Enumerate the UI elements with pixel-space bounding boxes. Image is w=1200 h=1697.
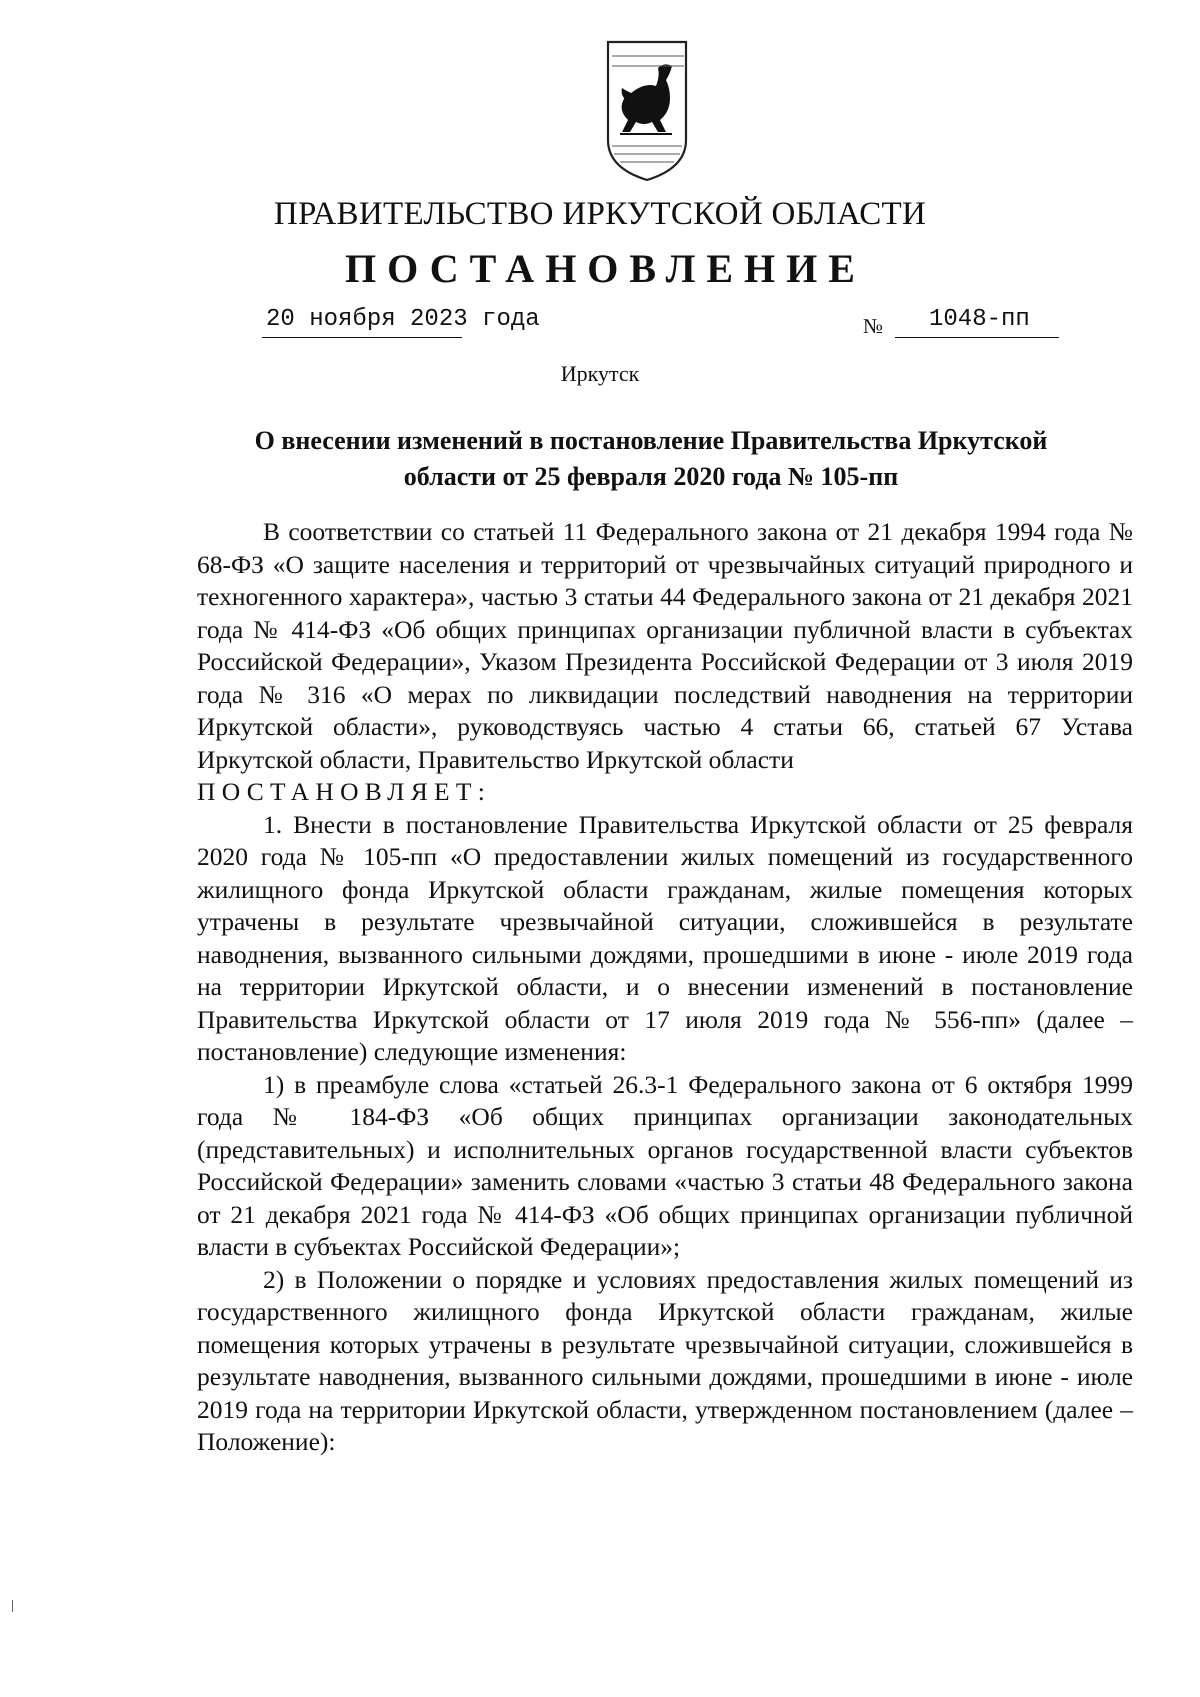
organization-name: ПРАВИТЕЛЬСТВО ИРКУТСКОЙ ОБЛАСТИ: [273, 196, 927, 232]
item-1-1-paragraph: 1) в преамбуле слова «статьей 26.3-1 Федерального закона от 6 октября 1999 года № 184-ФЗ «Об общих принципах организации законодательных (представительных) и исполнительных органов государственной власти субъектов Российской Федерации» заменить словами «частью 3 статьи 48 Федерального закона от 21 декабря 2021 года № 414-ФЗ «Об общих принципах организации публичной власти в субъектах Российской Федерации»;: [197, 1069, 1133, 1261]
document-body: [197, 516, 1133, 1459]
document-number: 1048-пп: [895, 306, 1059, 338]
preamble-paragraph: В соответствии со статьей 11 Федерального закона от 21 декабря 1994 года № 68-ФЗ «О защите населения и территорий от чрезвычайных ситуаций природного и техногенного характера», частью 3 статьи 44 Федерального закона от 21 декабря 2021 года № 414-ФЗ «Об общих принципах организации публичной власти в субъектах Российской Федерации», Указом Президента Российской Федерации от 3 июля 2019 года № 316 «О мерах по ликвидации последствий наводнения на территории Иркутской области», руководствуясь частью 4 статьи 66, статьей 67 Устава Иркутской области, Правительство Иркутской области: [197, 517, 1133, 774]
item-1-2-paragraph: 2) в Положении о порядке и условиях предоставления жилых помещений из государственного жилищного фонда Иркутской области гражданам, жилые помещения которых утрачены в результате чрезвычайной ситуации, сложившейся в результате наводнения, вызванного сильными дождями, прошедшими в июне - июле 2019 года на территории Иркутской области, утвержденном постановлением (далее – Положение):: [197, 1264, 1133, 1456]
item-1-paragraph: 1. Внести в постановление Правительства Иркутской области от 25 февраля 2020 года № 105-пп «О предоставлении жилых помещений из государственного жилищного фонда Иркутской области гражданам, жилые помещения которых утрачены в результате чрезвычайной ситуации, сложившейся в результате наводнения, вызванного сильными дождями, прошедшими в июне - июле 2019 года на территории Иркутской области, и о внесении изменений в постановление Правительства Иркутской области от 17 июля 2019 года № 556-пп» (далее – постановление) следующие изменения:: [197, 809, 1133, 1066]
document-date: 20 ноября 2023 года: [262, 306, 462, 338]
resolves-heading: ПОСТАНОВЛЯЕТ:: [197, 777, 492, 806]
city-name: Иркутск: [560, 361, 640, 386]
scan-margin-mark: [12, 1600, 13, 1612]
date-number-row: [0, 306, 1200, 346]
document-subject: О внесении изменений в постановление Правительства Иркутской области от 25 февраля 2020 года № 105-пп: [254, 426, 1048, 491]
document-type-title: ПОСТАНОВЛЕНИЕ: [345, 246, 866, 291]
coat-of-arms-icon: [600, 36, 694, 184]
number-sign: №: [863, 314, 884, 338]
